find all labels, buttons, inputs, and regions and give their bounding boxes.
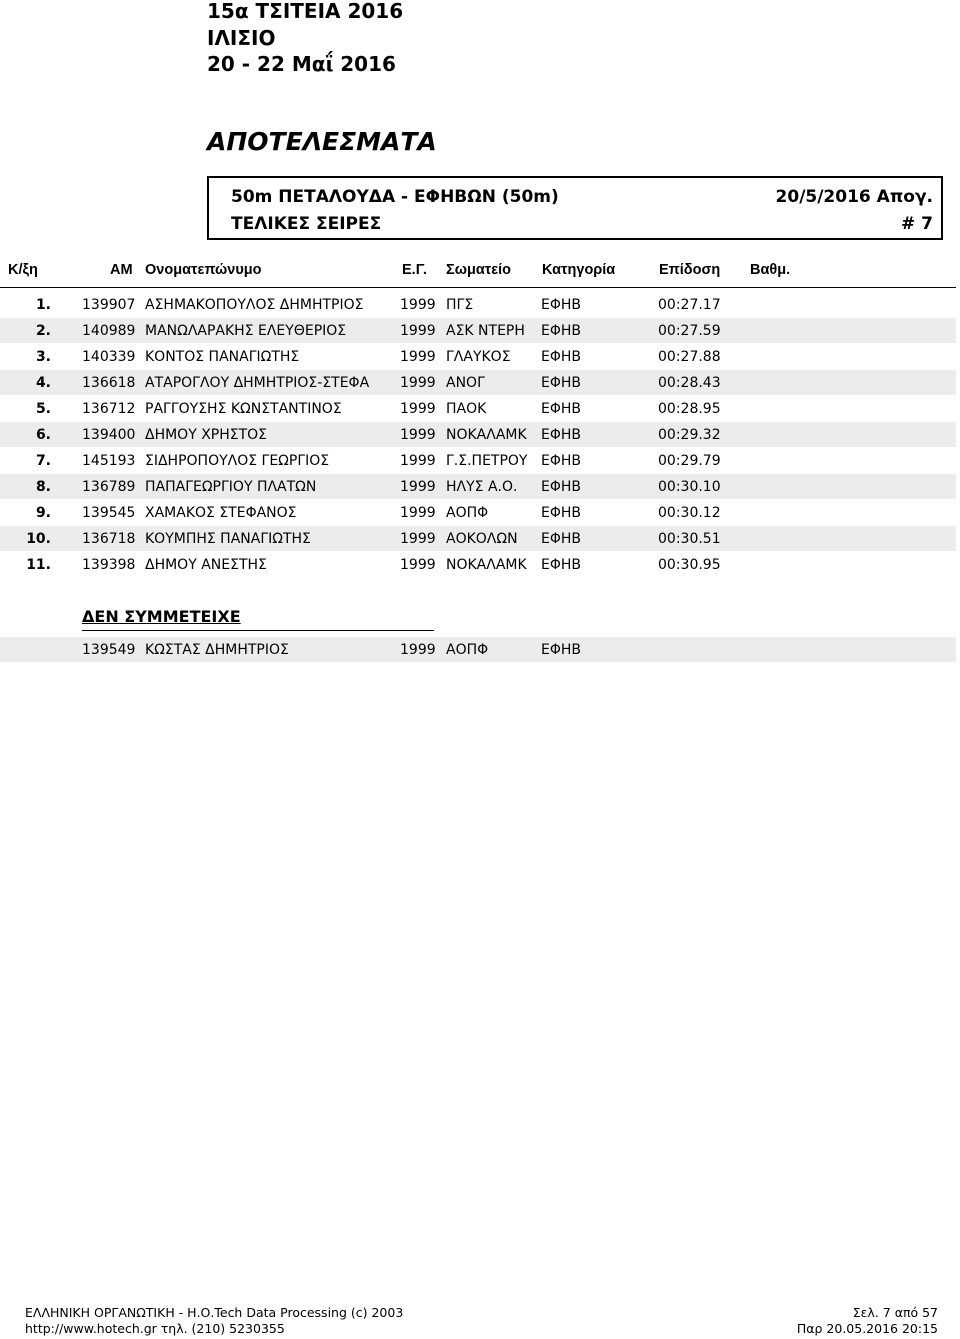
col-category: Κατηγορία [542, 262, 616, 278]
table-row [0, 422, 956, 447]
time-cell: 00:30.95 [658, 557, 721, 573]
event-date: 20/5/2016 Απογ. [775, 187, 933, 207]
year-cell: 1999 [400, 297, 436, 313]
year-cell: 1999 [400, 479, 436, 495]
name-cell: ΚΩΣΤΑΣ ΔΗΜΗΤΡΙΟΣ [145, 642, 289, 658]
time-cell: 00:28.95 [658, 401, 721, 417]
time-cell: 00:30.51 [658, 531, 721, 547]
name-cell: ΠΑΠΑΓΕΩΡΓΙΟΥ ΠΛΑΤΩΝ [145, 479, 317, 495]
club-cell: ΑΟΚΟΛΩΝ [446, 531, 518, 547]
rank-cell: 7. [35, 453, 51, 469]
name-cell: ΡΑΓΓΟΥΣΗΣ ΚΩΝΣΤΑΝΤΙΝΟΣ [145, 401, 342, 417]
am-cell: 136718 [82, 531, 136, 547]
table-row [0, 318, 956, 343]
year-cell: 1999 [400, 531, 436, 547]
time-cell: 00:27.59 [658, 323, 721, 339]
name-cell: ΜΑΝΩΛΑΡΑΚΗΣ ΕΛΕΥΘΕΡΙΟΣ [145, 323, 347, 339]
rank-cell: 10. [26, 531, 51, 547]
meet-dates: 20 - 22 Μαΐ 2016 [207, 52, 396, 76]
year-cell: 1999 [400, 323, 436, 339]
am-cell: 139549 [82, 642, 136, 658]
table-row [0, 292, 956, 317]
rank-cell: 5. [35, 401, 51, 417]
club-cell: ΠΓΣ [446, 297, 474, 313]
event-round: ΤΕΛΙΚΕΣ ΣΕΙΡΕΣ [231, 214, 382, 234]
name-cell: ΔΗΜΟΥ ΑΝΕΣΤΗΣ [145, 557, 267, 573]
category-cell: ΕΦΗΒ [541, 401, 581, 417]
name-cell: ΚΟΝΤΟΣ ΠΑΝΑΓΙΩΤΗΣ [145, 349, 300, 365]
name-cell: ΣΙΔΗΡΟΠΟΥΛΟΣ ΓΕΩΡΓΙΟΣ [145, 453, 330, 469]
am-cell: 139398 [82, 557, 136, 573]
rank-cell: 3. [35, 349, 51, 365]
category-cell: ΕΦΗΒ [541, 505, 581, 521]
event-box [207, 176, 943, 240]
footer-web: http://www.hotech.gr τηλ. (210) 5230355 [25, 1321, 285, 1336]
category-cell: ΕΦΗΒ [541, 297, 581, 313]
rank-cell: 11. [26, 557, 51, 573]
dns-row [0, 637, 956, 662]
club-cell: ΠΑΟΚ [446, 401, 487, 417]
col-performance: Επίδοση [659, 262, 721, 278]
am-cell: 140989 [82, 323, 136, 339]
time-cell: 00:28.43 [658, 375, 721, 391]
col-am: ΑΜ [110, 262, 133, 278]
name-cell: ΑΤΑΡΟΓΛΟΥ ΔΗΜΗΤΡΙΟΣ-ΣΤΕΦΑ [145, 375, 370, 391]
category-cell: ΕΦΗΒ [541, 642, 581, 658]
year-cell: 1999 [400, 557, 436, 573]
club-cell: ΗΛΥΣ Α.Ο. [446, 479, 518, 495]
am-cell: 139907 [82, 297, 136, 313]
time-cell: 00:27.17 [658, 297, 721, 313]
category-cell: ΕΦΗΒ [541, 323, 581, 339]
table-row [0, 396, 956, 421]
am-cell: 136712 [82, 401, 136, 417]
category-cell: ΕΦΗΒ [541, 479, 581, 495]
rank-cell: 4. [35, 375, 51, 391]
rank-cell: 1. [35, 297, 51, 313]
table-row [0, 370, 956, 395]
am-cell: 136789 [82, 479, 136, 495]
time-cell: 00:29.32 [658, 427, 721, 443]
year-cell: 1999 [400, 375, 436, 391]
club-cell: ΑΝΟΓ [446, 375, 485, 391]
table-row [0, 344, 956, 369]
table-row [0, 500, 956, 525]
col-rank: Κ/ξη [8, 262, 38, 278]
category-cell: ΕΦΗΒ [541, 427, 581, 443]
club-cell: Γ.Σ.ΠΕΤΡΟΥ [446, 453, 528, 469]
category-cell: ΕΦΗΒ [541, 349, 581, 365]
name-cell: ΑΣΗΜΑΚΟΠΟΥΛΟΣ ΔΗΜΗΤΡΙΟΣ [145, 297, 364, 313]
meet-venue: ΙΛΙΣΙΟ [207, 26, 276, 50]
club-cell: ΝΟΚΑΛΑΜΚ [446, 557, 527, 573]
col-club: Σωματείο [446, 262, 511, 278]
meet-title: 15α ΤΣΙΤΕΙΑ 2016 [207, 0, 404, 23]
rank-cell: 2. [35, 323, 51, 339]
dns-divider [82, 630, 434, 631]
category-cell: ΕΦΗΒ [541, 453, 581, 469]
club-cell: ΝΟΚΑΛΑΜΚ [446, 427, 527, 443]
event-number: # 7 [901, 214, 933, 234]
table-row [0, 552, 956, 577]
name-cell: ΚΟΥΜΠΗΣ ΠΑΝΑΓΙΩΤΗΣ [145, 531, 311, 547]
club-cell: ΓΛΑΥΚΟΣ [446, 349, 511, 365]
category-cell: ΕΦΗΒ [541, 531, 581, 547]
time-cell: 00:30.10 [658, 479, 721, 495]
year-cell: 1999 [400, 401, 436, 417]
rank-cell: 8. [35, 479, 51, 495]
year-cell: 1999 [400, 642, 436, 658]
year-cell: 1999 [400, 349, 436, 365]
time-cell: 00:29.79 [658, 453, 721, 469]
table-row [0, 474, 956, 499]
name-cell: ΧΑΜΑΚΟΣ ΣΤΕΦΑΝΟΣ [145, 505, 297, 521]
results-heading: ΑΠΟΤΕΛΕΣΜΑΤΑ [207, 127, 437, 156]
am-cell: 139545 [82, 505, 136, 521]
club-cell: ΑΣΚ ΝΤΕΡΗ [446, 323, 525, 339]
col-name: Ονοματεπώνυμο [145, 262, 262, 278]
footer-org: ΕΛΛΗΝΙΚΗ ΟΡΓΑΝΩΤΙΚΗ - Η.Ο.Tech Data Processing (c) 2003 [25, 1305, 404, 1320]
am-cell: 136618 [82, 375, 136, 391]
club-cell: ΑΟΠΦ [446, 505, 489, 521]
am-cell: 139400 [82, 427, 136, 443]
col-year: Ε.Γ. [402, 262, 427, 278]
rank-cell: 6. [35, 427, 51, 443]
col-points: Βαθμ. [750, 262, 791, 278]
year-cell: 1999 [400, 505, 436, 521]
time-cell: 00:27.88 [658, 349, 721, 365]
footer-printed: Παρ 20.05.2016 20:15 [796, 1321, 938, 1336]
event-name: 50m ΠΕΤΑΛΟΥΔΑ - ΕΦΗΒΩΝ (50m) [231, 187, 559, 207]
club-cell: ΑΟΠΦ [446, 642, 489, 658]
rank-cell: 9. [35, 505, 51, 521]
table-row [0, 526, 956, 551]
am-cell: 140339 [82, 349, 136, 365]
table-row [0, 448, 956, 473]
category-cell: ΕΦΗΒ [541, 557, 581, 573]
am-cell: 145193 [82, 453, 136, 469]
name-cell: ΔΗΜΟΥ ΧΡΗΣΤΟΣ [145, 427, 268, 443]
year-cell: 1999 [400, 453, 436, 469]
time-cell: 00:30.12 [658, 505, 721, 521]
category-cell: ΕΦΗΒ [541, 375, 581, 391]
dns-title: ΔΕΝ ΣΥΜΜΕΤΕΙΧΕ [82, 607, 241, 626]
year-cell: 1999 [400, 427, 436, 443]
header-divider [0, 287, 956, 288]
footer-page: Σελ. 7 από 57 [852, 1305, 938, 1320]
